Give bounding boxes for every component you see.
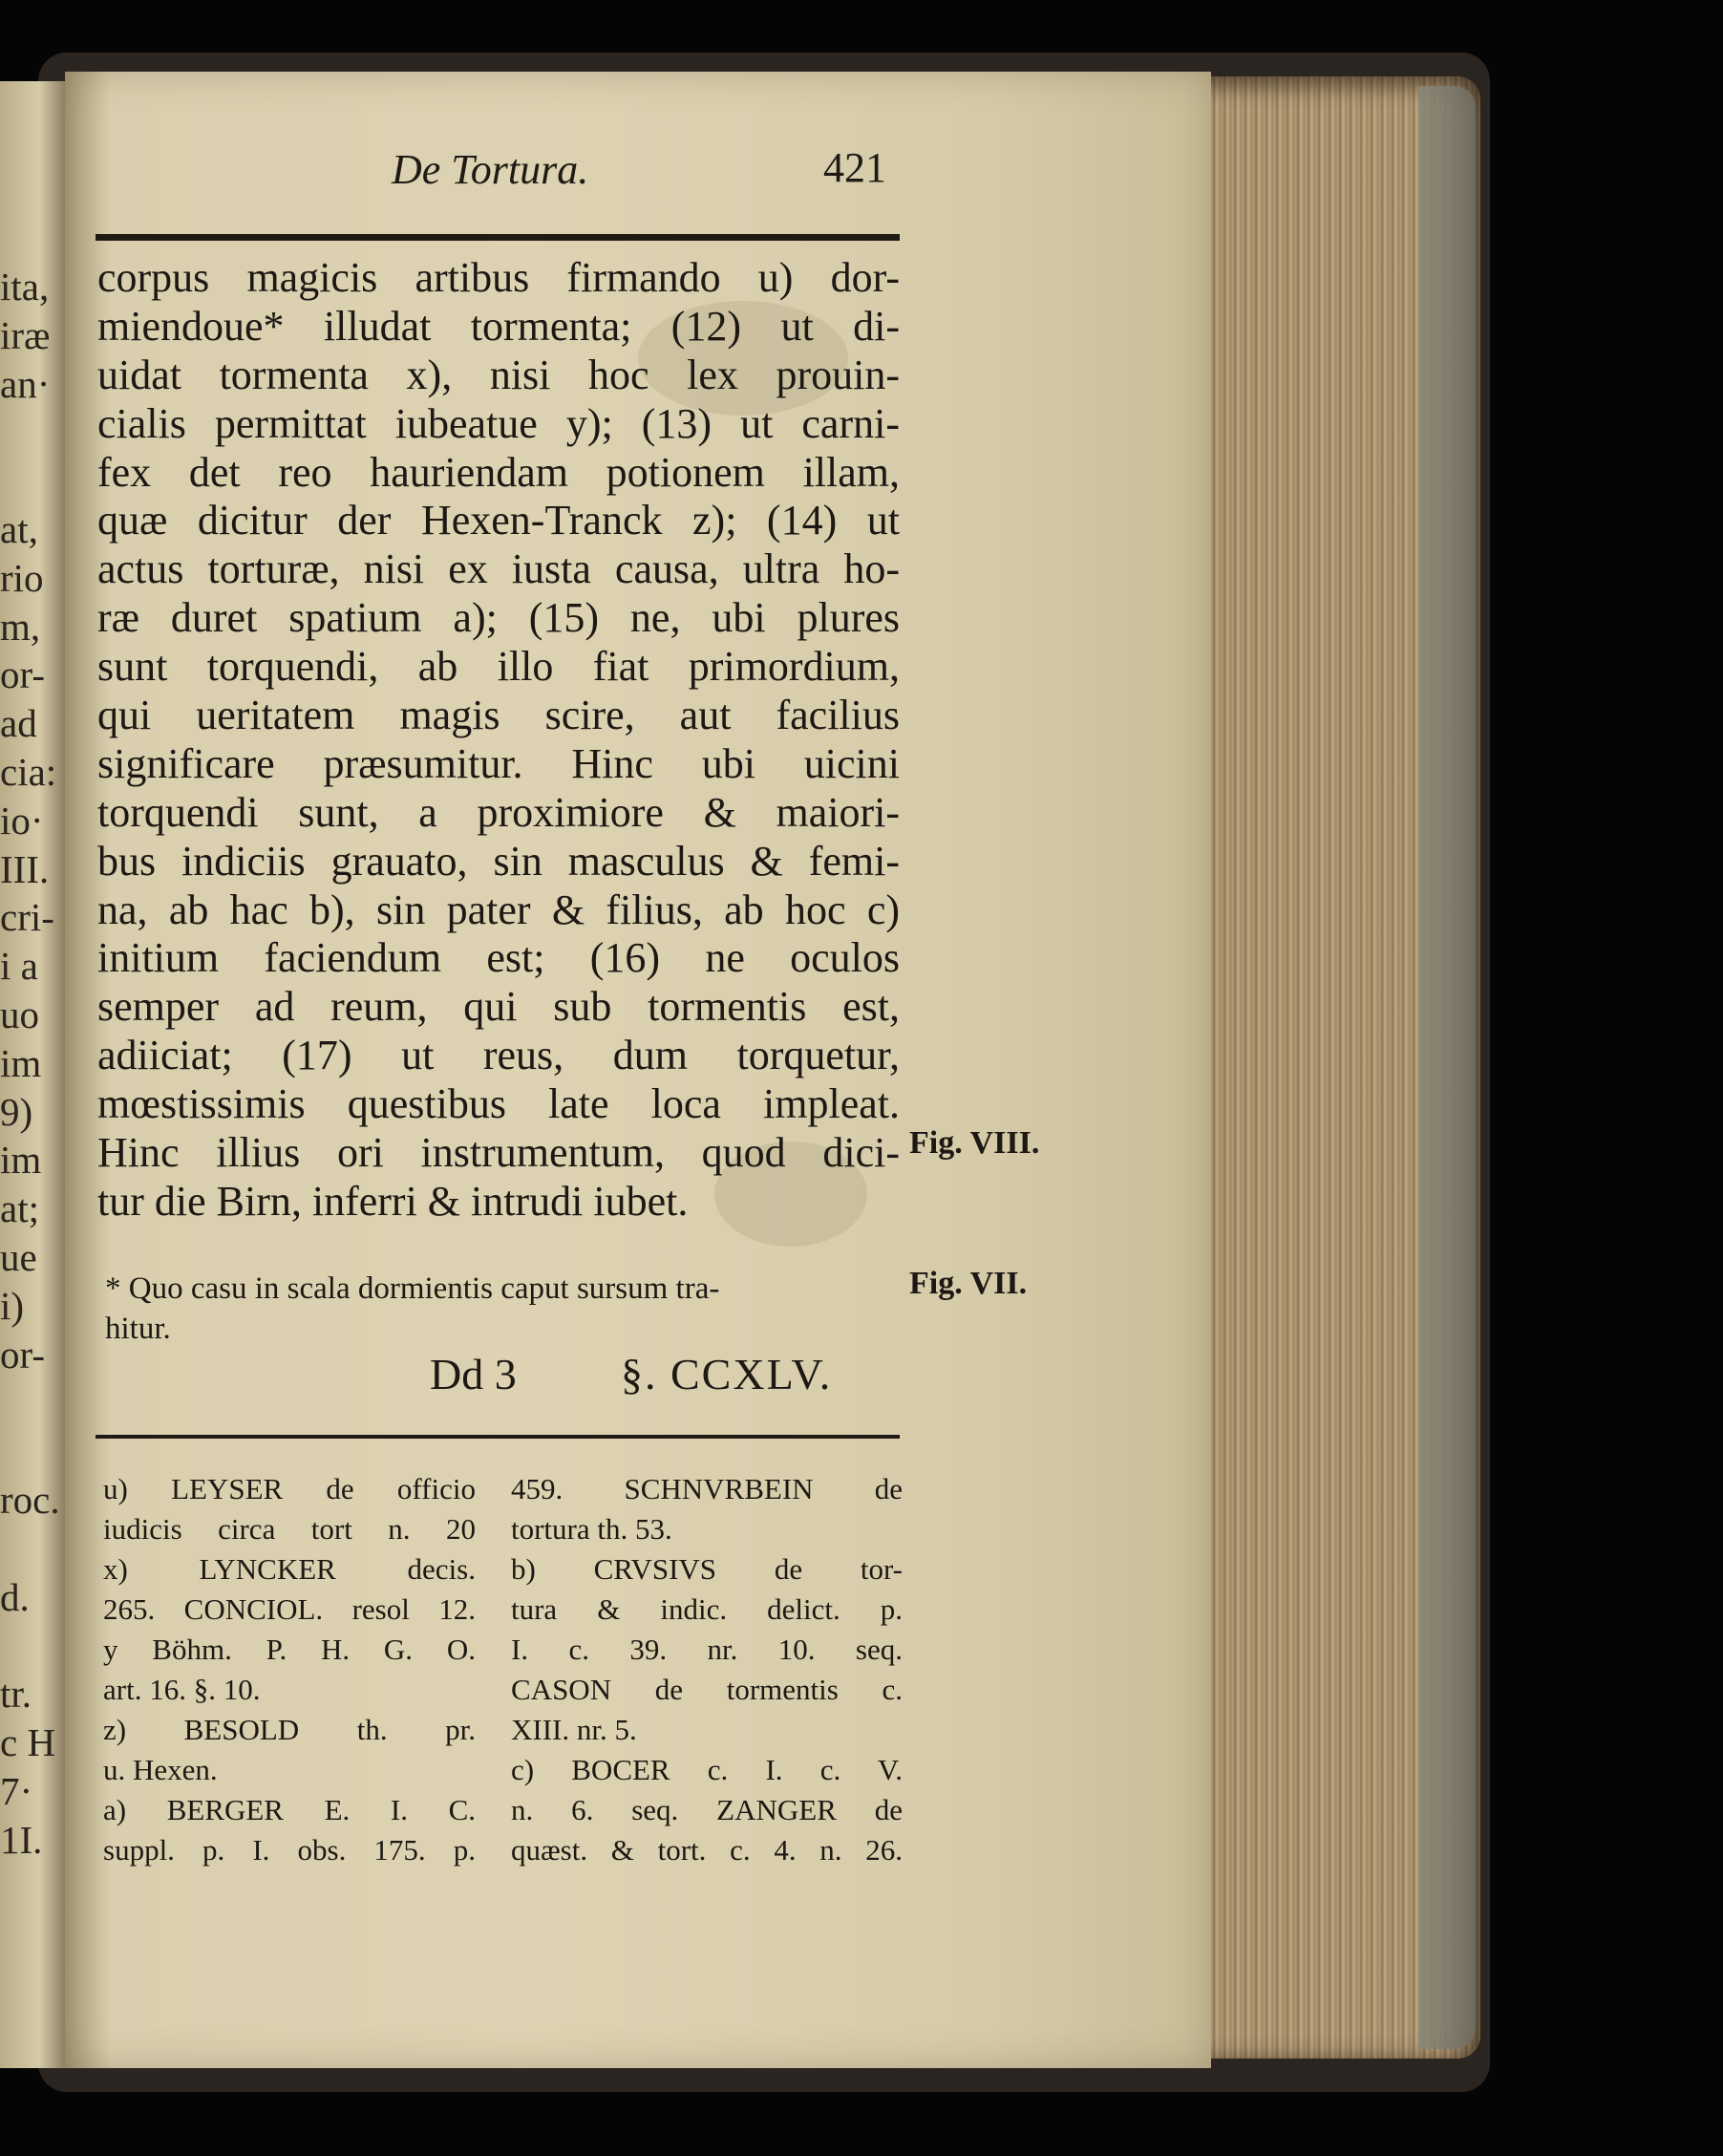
note-line: tura & indic. delict. p. bbox=[511, 1592, 903, 1626]
note-line: XIII. nr. 5. bbox=[511, 1713, 637, 1746]
note-line: quæst. & tort. c. 4. n. 26. bbox=[511, 1833, 903, 1867]
left-fragment: iræ bbox=[0, 312, 51, 357]
text-line: tur die Birn, inferri & intrudi iubet. bbox=[97, 1177, 689, 1225]
text-line: quæ dicitur der Hexen-Tranck z); (14) ut bbox=[97, 497, 900, 544]
note-line: iudicis circa tort n. 20 bbox=[103, 1512, 476, 1546]
text-line: corpus magicis artibus firmando u) dor- bbox=[97, 254, 900, 301]
text-line: fex det reo hauriendam potionem illam, bbox=[97, 448, 900, 496]
left-fragment: im bbox=[0, 1040, 42, 1085]
left-fragment: 7· bbox=[0, 1768, 33, 1813]
left-fragment: im bbox=[0, 1138, 42, 1183]
note-line: y Böhm. P. H. G. O. bbox=[103, 1633, 476, 1666]
footnote-line: * Quo casu in scala dormientis caput sursum tra- bbox=[105, 1271, 720, 1306]
note-line: 265. CONCIOL. resol 12. bbox=[103, 1592, 476, 1626]
left-fragment bbox=[0, 1378, 65, 1427]
text-line: qui ueritatem magis scire, aut facilius bbox=[97, 692, 900, 739]
note-line: tortura th. 53. bbox=[511, 1512, 672, 1546]
left-fragment: m, bbox=[0, 604, 41, 649]
running-header bbox=[96, 143, 898, 210]
left-fragment: ad bbox=[0, 701, 37, 746]
text-line: torquendi sunt, a proximiore & maiori- bbox=[97, 788, 900, 836]
main-text-block bbox=[97, 254, 900, 1227]
left-fragment: c H bbox=[0, 1719, 56, 1764]
note-line: b) CRVSIVS de tor- bbox=[511, 1552, 903, 1586]
text-line: adiiciat; (17) ut reus, dum torquetur, bbox=[97, 1032, 900, 1079]
text-line: miendoue* illudat tormenta; (12) ut di- bbox=[97, 302, 900, 350]
note-line: x) LYNCKER decis. bbox=[103, 1552, 476, 1586]
note-line: n. 6. seq. ZANGER de bbox=[511, 1793, 903, 1826]
text-line: significare præsumitur. Hinc ubi uicini bbox=[97, 739, 900, 787]
note-line: u. Hexen. bbox=[103, 1753, 218, 1786]
page-number: 421 bbox=[823, 144, 886, 191]
left-fragment bbox=[0, 1525, 65, 1573]
left-page-edge bbox=[0, 81, 65, 2068]
text-line: Hinc illius ori instrumentum, quod dici- bbox=[97, 1129, 900, 1177]
text-line: actus torturæ, nisi ex iusta causa, ultra ho- bbox=[97, 545, 900, 593]
catchword: §. CCXLV. bbox=[621, 1350, 833, 1398]
margin-figure-ref: Fig. VII. bbox=[909, 1266, 1028, 1301]
left-fragment: 9) bbox=[0, 1089, 33, 1134]
left-fragment: an· bbox=[0, 361, 51, 406]
left-fragment bbox=[0, 1621, 65, 1670]
note-line: c) BOCER c. I. c. V. bbox=[511, 1753, 903, 1786]
left-fragment bbox=[0, 457, 65, 505]
book-cover-edge bbox=[1418, 86, 1476, 2049]
left-fragment: 1I. bbox=[0, 1817, 43, 1862]
left-fragment: or- bbox=[0, 1332, 45, 1377]
signature-mark: Dd 3 bbox=[430, 1350, 517, 1398]
text-line: bus indiciis grauato, sin masculus & femi- bbox=[97, 837, 900, 885]
text-line: cialis permittat iubeatue y); (13) ut carni- bbox=[97, 399, 900, 447]
note-line: u) LEYSER de officio bbox=[103, 1472, 476, 1505]
asterisk-footnote bbox=[105, 1269, 898, 1349]
note-line: art. 16. §. 10. bbox=[103, 1673, 261, 1706]
left-fragment: or- bbox=[0, 652, 45, 697]
text-line: sunt torquendi, ab illo fiat primordium, bbox=[97, 643, 900, 691]
left-fragment: cri- bbox=[0, 895, 54, 940]
left-fragment: at; bbox=[0, 1186, 39, 1231]
left-fragment: io· bbox=[0, 798, 44, 843]
notes-rule bbox=[96, 1435, 900, 1439]
left-fragment: tr. bbox=[0, 1672, 32, 1717]
footnote-line: hitur. bbox=[105, 1312, 171, 1346]
text-line: initium faciendum est; (16) ne oculos bbox=[97, 934, 900, 982]
notes-column-left bbox=[103, 1469, 476, 1870]
running-title: De Tortura. bbox=[392, 146, 589, 193]
left-fragment: III. bbox=[0, 846, 50, 891]
text-line: ræ duret spatium a); (15) ne, ubi plures bbox=[97, 594, 900, 642]
left-fragment: roc. bbox=[0, 1477, 60, 1522]
left-page-fragments bbox=[0, 263, 65, 1864]
left-fragment: i) bbox=[0, 1283, 25, 1328]
margin-figure-ref: Fig. VIII. bbox=[909, 1125, 1040, 1161]
left-fragment: at, bbox=[0, 506, 38, 551]
note-line: suppl. p. I. obs. 175. p. bbox=[103, 1833, 476, 1867]
header-rule bbox=[96, 234, 900, 241]
text-line: semper ad reum, qui sub tormentis est, bbox=[97, 983, 900, 1031]
left-fragment: ita, bbox=[0, 265, 50, 309]
note-line: z) BESOLD th. pr. bbox=[103, 1713, 476, 1746]
left-fragment: uo bbox=[0, 992, 39, 1036]
text-line: mœstissimis questibus late loca impleat. bbox=[97, 1080, 900, 1128]
left-fragment: rio bbox=[0, 555, 44, 600]
note-line: I. c. 39. nr. 10. seq. bbox=[511, 1633, 903, 1666]
note-line: 459. SCHNVRBEIN de bbox=[511, 1472, 903, 1505]
note-line: CASON de tormentis c. bbox=[511, 1673, 903, 1706]
left-fragment: ue bbox=[0, 1234, 37, 1279]
left-fragment bbox=[0, 408, 65, 457]
left-fragment: d. bbox=[0, 1574, 30, 1619]
left-fragment bbox=[0, 1427, 65, 1476]
note-line: a) BERGER E. I. C. bbox=[103, 1793, 476, 1826]
text-line: uidat tormenta x), nisi hoc lex prouin- bbox=[97, 351, 900, 398]
left-fragment: cia: bbox=[0, 749, 57, 794]
text-line: na, ab hac b), sin pater & filius, ab hoc c) bbox=[97, 886, 900, 933]
notes-column-right bbox=[511, 1469, 903, 1870]
left-fragment: i a bbox=[0, 944, 38, 989]
